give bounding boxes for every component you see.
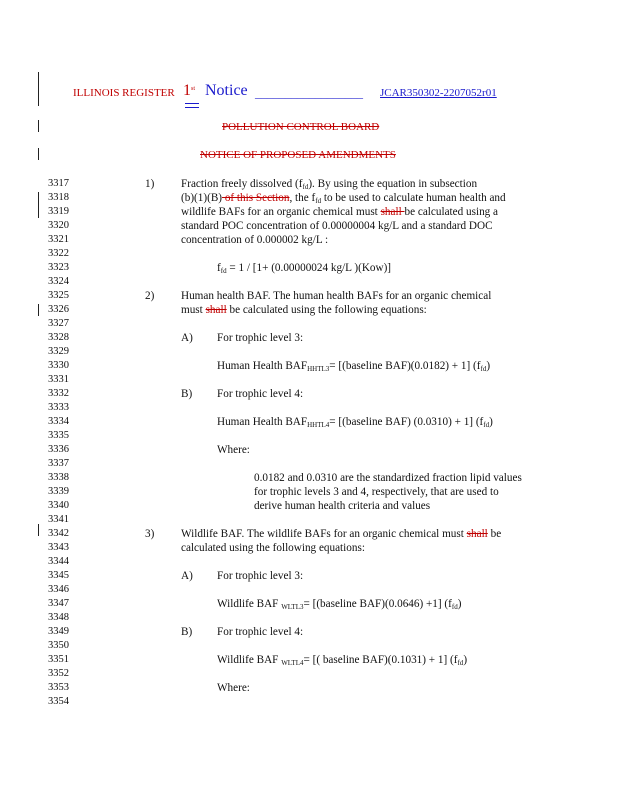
text: Wildlife BAF (217, 598, 282, 610)
line-number: 3331 (48, 374, 69, 385)
text: be (487, 528, 502, 540)
line-number: 3334 (48, 416, 69, 427)
line-number: 3341 (48, 514, 69, 525)
notice-type: NOTICE OF PROPOSED AMENDMENTS (200, 149, 396, 161)
line-number: 3340 (48, 500, 69, 511)
text: Fraction freely dissolved (f (181, 178, 303, 190)
line-number: 3342 (48, 528, 69, 539)
change-bar (38, 524, 39, 536)
line-number: 3318 (48, 192, 69, 203)
line-number: 3337 (48, 458, 69, 469)
text: ). By using the equation in subsection (308, 178, 478, 190)
deleted-text: of this Section (222, 192, 290, 204)
line-number: 3345 (48, 570, 69, 581)
subscript: fd (480, 365, 487, 373)
item-1-line: concentration of 0.000002 kg/L : (181, 234, 329, 246)
text: = [(baseline BAF)(0.0646) +1] (f (303, 598, 452, 610)
text: ) (486, 360, 491, 372)
line-number: 3339 (48, 486, 69, 497)
item-3-line (181, 527, 501, 541)
change-bar (38, 120, 39, 132)
register-title: ILLINOIS REGISTER (73, 87, 175, 99)
line-number: 3338 (48, 472, 69, 483)
subscript: fd (451, 603, 458, 611)
item-2-line: Human health BAF. The human health BAFs for an organic chemical (181, 290, 492, 302)
deleted-text: shall (466, 528, 488, 540)
line-number: 3324 (48, 276, 69, 287)
deleted-text: shall (205, 304, 227, 316)
line-number: 3327 (48, 318, 69, 329)
item-2b-text: For trophic level 4: (217, 388, 304, 400)
item-3a-equation (217, 597, 461, 614)
item-2a-text: For trophic level 3: (217, 332, 304, 344)
line-number: 3344 (48, 556, 69, 567)
line-number: 3330 (48, 360, 69, 371)
line-number: 3332 (48, 388, 69, 399)
line-number: 3322 (48, 248, 69, 259)
item-1-line: standard POC concentration of 0.00000004 kg/L and a standard DOC (181, 220, 493, 232)
subscript: HHTL4 (307, 421, 330, 429)
item-3a-label: A) (181, 570, 193, 582)
line-number: 3321 (48, 234, 69, 245)
page-number-suffix: st (191, 86, 196, 92)
item-3b-label: B) (181, 626, 193, 638)
text: ) (457, 598, 462, 610)
item-3-line: calculated using the following equations: (181, 542, 365, 554)
item-3b-text: For trophic level 4: (217, 626, 304, 638)
item-2a-equation (217, 359, 490, 376)
text: wildlife BAFs for an organic chemical must (181, 206, 381, 218)
line-number: 3328 (48, 332, 69, 343)
text: must (181, 304, 206, 316)
page-number-value: 1 (183, 82, 191, 99)
item-3-where: Where: (217, 682, 250, 694)
text: be calculated using a (404, 206, 499, 218)
line-number: 3317 (48, 178, 69, 189)
line-number: 3350 (48, 640, 69, 651)
item-1-line (181, 205, 498, 219)
item-2-number: 2) (145, 290, 155, 302)
line-number: 3336 (48, 444, 69, 455)
subscript: fd (220, 267, 227, 275)
line-number: 3329 (48, 346, 69, 357)
item-3a-text: For trophic level 3: (217, 570, 304, 582)
text: Wildlife BAF. The wildlife BAFs for an organic chemical must (181, 528, 467, 540)
item-2a-label: A) (181, 332, 193, 344)
line-number: 3325 (48, 290, 69, 301)
line-number: 3352 (48, 668, 69, 679)
text: to be used to calculate human health and (321, 192, 506, 204)
change-bar (38, 304, 39, 316)
line-number: 3319 (48, 206, 69, 217)
item-2-line (181, 303, 427, 317)
line-number: 3333 (48, 402, 69, 413)
text: = [(baseline BAF)(0.0182) + 1] (f (329, 360, 481, 372)
subscript: WLTL4 (281, 659, 304, 667)
item-2b-equation (217, 415, 493, 432)
text: = [(baseline BAF) (0.0310) + 1] (f (329, 416, 484, 428)
notice-underline: __________________ (255, 86, 363, 100)
deleted-text: shall (380, 206, 405, 218)
text: Human Health BAF (217, 416, 308, 428)
line-number: 3335 (48, 430, 69, 441)
line-number: 3353 (48, 682, 69, 693)
subscript: HHTL3 (307, 365, 330, 373)
item-2b-label: B) (181, 388, 193, 400)
item-2-where-line: for trophic levels 3 and 4, respectively, that are used to (254, 486, 499, 498)
text: be calculated using the following equations: (226, 304, 427, 316)
change-bar (38, 72, 39, 106)
item-2-where-line: 0.0182 and 0.0310 are the standardized fraction lipid values (254, 472, 522, 484)
line-number: 3351 (48, 654, 69, 665)
board-name: POLLUTION CONTROL BOARD (222, 121, 380, 133)
text: (b)(1)(B) (181, 192, 223, 204)
change-bar (38, 192, 39, 218)
text: Wildlife BAF (217, 654, 282, 666)
line-number: 3348 (48, 612, 69, 623)
line-number: 3326 (48, 304, 69, 315)
page-number-underline (185, 107, 199, 108)
line-number: 3347 (48, 598, 69, 609)
text: Human Health BAF (217, 360, 308, 372)
notice-label: Notice (205, 82, 248, 99)
text: = 1 / [1+ (0.00000024 kg/L )(Kow)] (226, 262, 392, 274)
line-number: 3346 (48, 584, 69, 595)
item-1-equation (217, 261, 391, 278)
text: , the f (289, 192, 316, 204)
subscript: fd (483, 421, 490, 429)
line-number: 3343 (48, 542, 69, 553)
item-2-where-line: derive human health criteria and values (254, 500, 431, 512)
item-1-number: 1) (145, 178, 155, 190)
line-number: 3349 (48, 626, 69, 637)
line-number: 3320 (48, 220, 69, 231)
line-number: 3323 (48, 262, 69, 273)
item-3-number: 3) (145, 528, 155, 540)
jcar-reference: JCAR350302-2207052r01 (380, 87, 497, 99)
subscript: fd (457, 659, 464, 667)
text: ) (463, 654, 468, 666)
line-number: 3354 (48, 696, 69, 707)
subscript: fd (302, 183, 309, 191)
text: f (217, 262, 221, 274)
text: ) (489, 416, 493, 428)
subscript: WLTL3 (281, 603, 304, 611)
change-bar (38, 148, 39, 160)
item-2-where: Where: (217, 444, 250, 456)
subscript: fd (315, 197, 322, 205)
page-number (183, 82, 195, 100)
item-3b-equation (217, 653, 467, 670)
text: = [( baseline BAF)(0.1031) + 1] (f (303, 654, 458, 666)
page-number-underline (185, 103, 199, 104)
